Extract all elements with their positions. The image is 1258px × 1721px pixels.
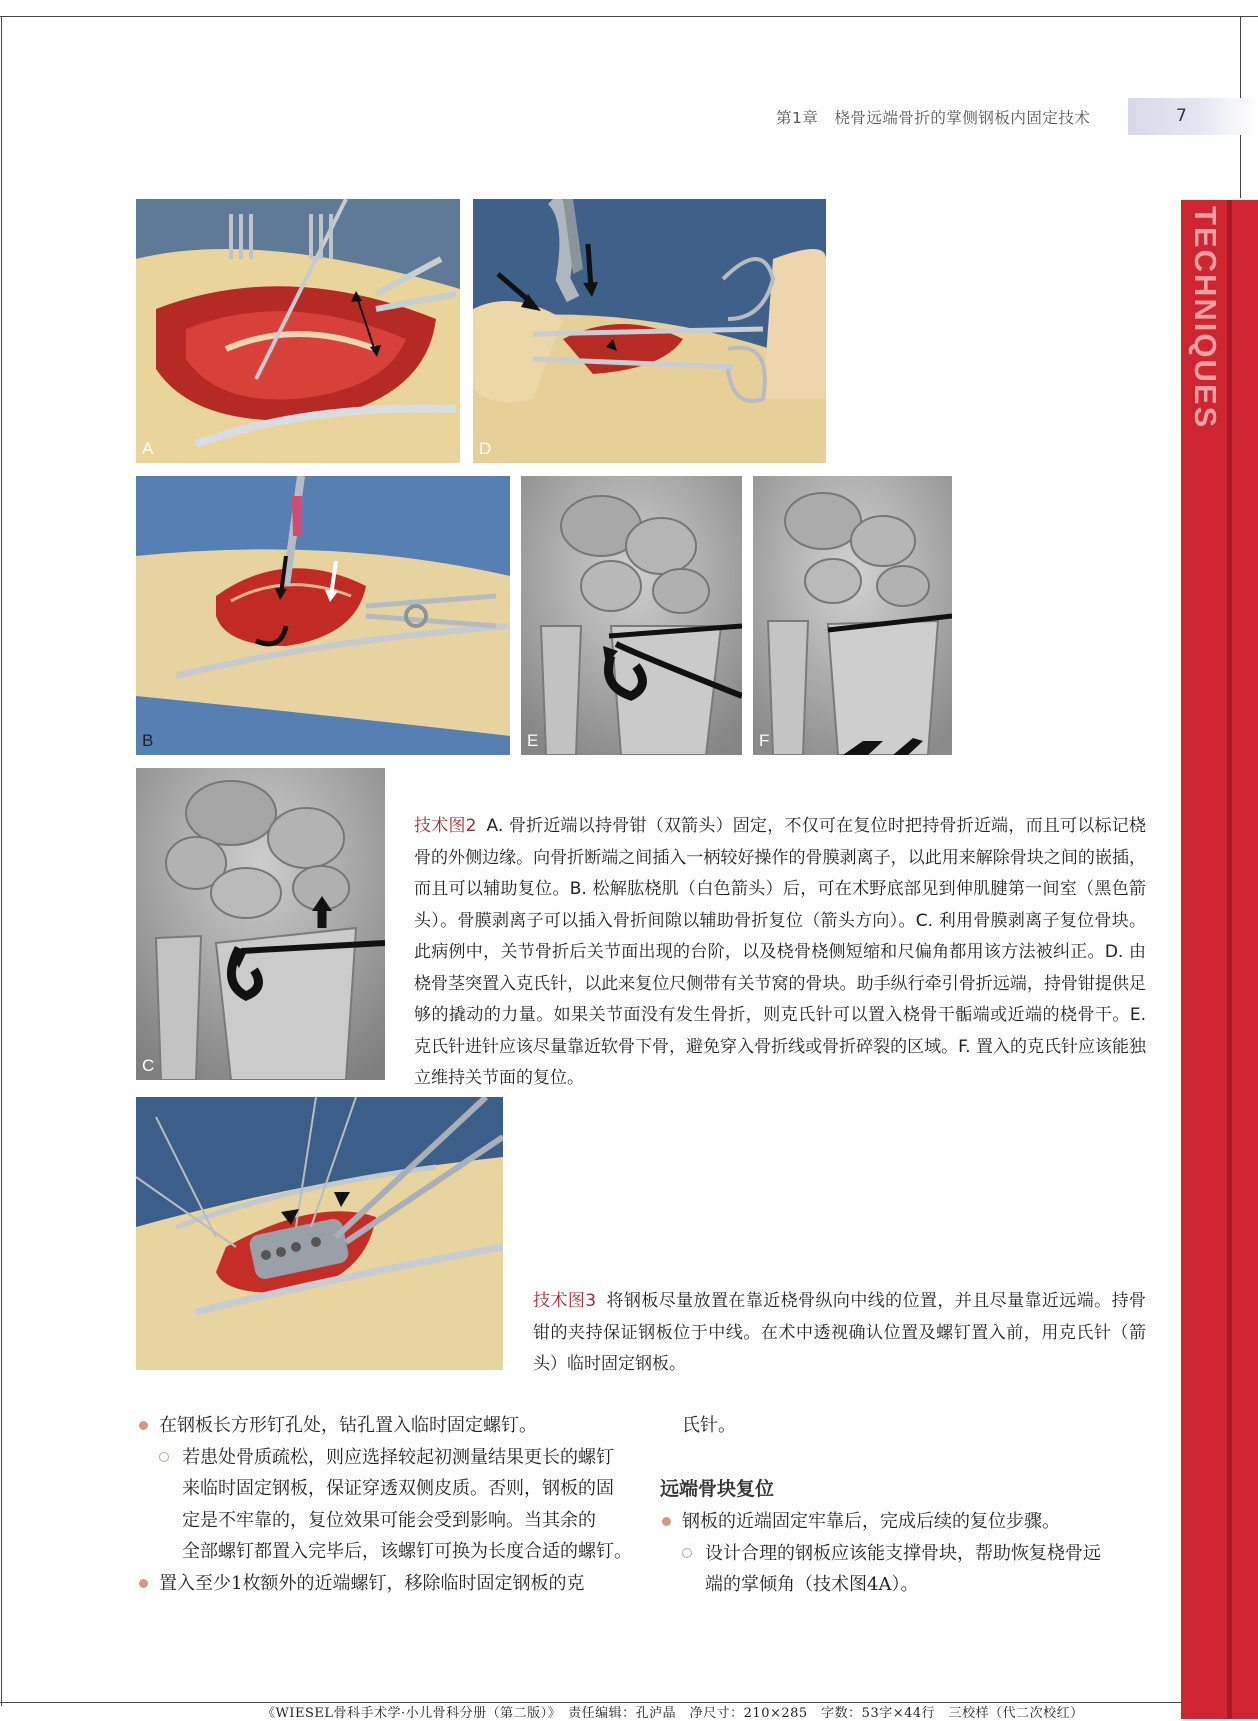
panel-label-a: A <box>142 439 154 458</box>
side-tab-shadow <box>1227 200 1232 1719</box>
bullet-text: 在钢板长方形钉孔处，钻孔置入临时固定螺钉。 <box>159 1415 537 1436</box>
figure-panel-d <box>473 199 826 463</box>
page-number: 7 <box>1176 106 1187 126</box>
panel-label-f: F <box>759 731 770 750</box>
sub-bullet-item <box>137 1442 637 1568</box>
figure-2-caption <box>414 811 1146 1095</box>
figure-2-caption-text: A. 骨折近端以持骨钳（双箭头）固定，不仅可在复位时把持骨折近端，而且可以标记桡骨的外侧边缘。向骨折断端之间插入一柄较好操作的骨膜剥离子，以此用来解除骨块之间的嵌插，而且可以辅助复位。B. 松解肱桡肌（白色箭头）后，可在术野底部见到伸肌腱第一间室（黑色箭头）。骨膜剥离子可以插入骨折间隙以辅助骨折复位（箭头方向）。C. 利用骨膜剥离子复位骨块。此病例中，关节骨折后关节面出现的台阶，以及桡骨桡侧短缩和尺偏角都用该方法被纠正。D. 由桡骨茎突置入克氏针，以此来复位尺侧带有关节窝的骨块。助手纵行牵引骨折远端，持骨钳提供足够的撬动的力量。如果关节面没有发生骨折，则克氏针可以置入桡骨干骺端或近端的桡骨干。E. 克氏针进针应该尽量靠近软骨下骨，避免穿入骨折线或骨折碎裂的区域。F. 置入的克氏针应该能独立维持关节面的复位。 <box>414 816 1146 1088</box>
running-title: 第1章 桡骨远端骨折的掌侧钢板内固定技术 <box>776 109 1091 127</box>
figure-2-label: 技术图2 <box>414 816 477 836</box>
bullet-text: 钢板的近端固定牢靠后，完成后续的复位步骤。 <box>682 1511 1060 1532</box>
figure-panel-a <box>136 199 460 463</box>
sub-bullet-item <box>660 1538 1152 1601</box>
panel-label-b: B <box>142 731 154 750</box>
bullet-item <box>137 1568 637 1600</box>
print-footer: 《WIESEL骨科手术学·小儿骨科分册（第二版）》 责任编辑：孔泸晶 净尺寸：210×285 字数：53字×44行 三校样（代二次校红） <box>262 1706 1084 1721</box>
body-left-column <box>137 1410 637 1599</box>
figure-panel-b <box>136 476 510 755</box>
sub-bullet-line: 全部螺钉都置入完毕后，该螺钉可换为长度合适的螺钉。 <box>182 1541 632 1562</box>
sub-bullet-line: 端的掌倾角（技术图4A）。 <box>705 1574 919 1595</box>
bullet-item <box>137 1410 637 1442</box>
continued-text: 氏针。 <box>682 1415 736 1436</box>
page-frame-left <box>1 16 2 1706</box>
sub-bullet-line: 定是不牢靠的，复位效果可能会受到影响。当其余的 <box>182 1509 596 1531</box>
sub-bullet-line: 设计合理的钢板应该能支撑骨块，帮助恢复桡骨远 <box>705 1542 1101 1564</box>
figure-3-caption <box>533 1286 1146 1381</box>
figure-3-photo <box>136 1097 503 1370</box>
page-frame-top <box>0 16 1258 17</box>
panel-label-d: D <box>479 439 492 458</box>
sub-bullet-ring-icon <box>159 1452 169 1462</box>
sub-bullet-line: 来临时固定钢板，保证穿透双侧皮质。否则，钢板的固 <box>182 1478 614 1499</box>
panel-label-c: C <box>142 1056 155 1075</box>
figure-panel-c <box>136 768 385 1080</box>
bullet-text: 置入至少1枚额外的近端螺钉，移除临时固定钢板的克 <box>159 1572 585 1594</box>
side-tab-label: TECHNIQUES <box>1188 206 1223 430</box>
bullet-dot-icon <box>662 1517 671 1526</box>
sub-bullet-ring-icon <box>682 1548 692 1558</box>
figure-3-caption-text: 将钢板尽量放置在靠近桡骨纵向中线的位置，并且尽量靠近远端。持骨钳的夹持保证钢板位于中线。在术中透视确认位置及螺钉置入前，用克氏针（箭头）临时固定钢板。 <box>533 1291 1146 1374</box>
figure-3-label: 技术图3 <box>533 1291 597 1311</box>
bullet-dot-icon <box>139 1579 148 1588</box>
body-right-column-continuation <box>682 1410 1152 1442</box>
panel-label-e: E <box>527 731 539 750</box>
section-heading: 远端骨块复位 <box>660 1478 775 1500</box>
page-number-box <box>1128 98 1258 135</box>
body-right-column <box>660 1506 1152 1601</box>
bullet-dot-icon <box>139 1421 148 1430</box>
sub-bullet-line: 若患处骨质疏松，则应选择较起初测量结果更长的螺钉 <box>182 1446 614 1468</box>
figure-panel-f <box>753 476 952 755</box>
bullet-item <box>660 1506 1152 1538</box>
figure-panel-e <box>521 476 742 755</box>
